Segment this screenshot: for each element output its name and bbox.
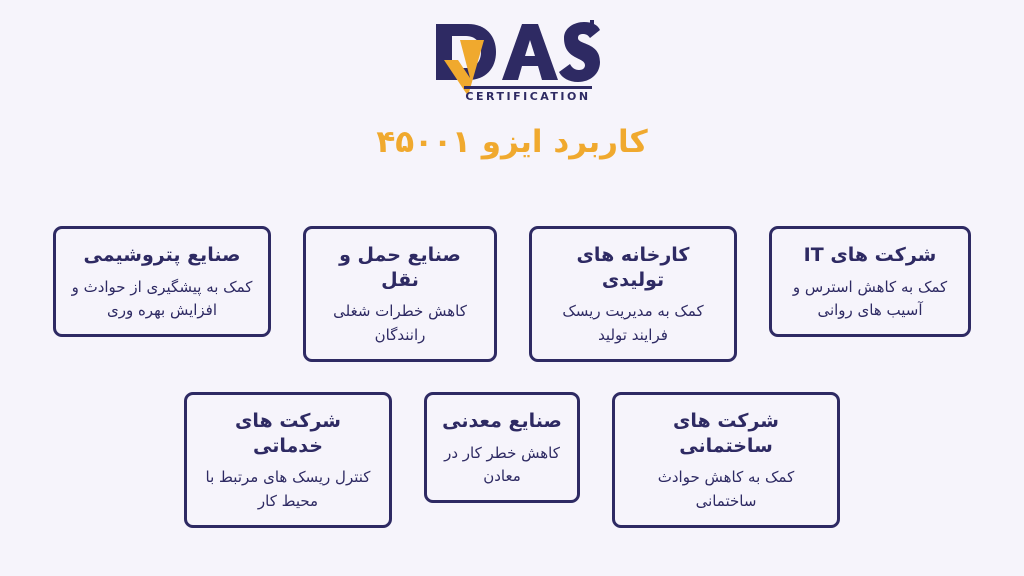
card-title: شرکت های خدماتی (234, 410, 341, 457)
card-title: کارخانه های تولیدی (576, 244, 690, 291)
das-certification-logo (424, 16, 600, 104)
card-title: شرکت های ساختمانی (672, 410, 779, 457)
card-description: کاهش خطرات شغلی رانندگان (333, 302, 467, 344)
cards-row-bottom (0, 392, 1024, 528)
cards-row-top (0, 226, 1024, 362)
card-description: کمک به مدیریت ریسک فرایند تولید (562, 302, 704, 344)
card-title: شرکت های IT (803, 244, 937, 266)
card-it-companies (769, 226, 971, 337)
svg-text:CERTIFICATION: CERTIFICATION (465, 90, 591, 103)
card-service-companies (184, 392, 392, 528)
logo (422, 14, 602, 106)
card-description: کمک به کاهش استرس و آسیب های روانی (792, 277, 948, 319)
card-description: کنترل ریسک های مرتبط با محیط کار (205, 468, 371, 510)
card-transport (303, 226, 497, 362)
card-construction (612, 392, 840, 528)
card-mining (424, 392, 580, 503)
card-title: صنایع حمل و نقل (339, 244, 461, 291)
card-description: کمک به پیشگیری از حوادث و افزایش بهره وری (71, 277, 253, 319)
card-description: کاهش خطر کار در معادن (444, 443, 560, 485)
card-title: صنایع پتروشیمی (83, 244, 241, 266)
card-petrochemical (53, 226, 271, 337)
card-description: کمک به کاهش حوادث ساختمانی (657, 468, 795, 510)
page-title: کاربرد ایزو ۴۵۰۰۱ (376, 124, 648, 160)
card-title: صنایع معدنی (442, 410, 562, 432)
card-manufacturing (529, 226, 737, 362)
